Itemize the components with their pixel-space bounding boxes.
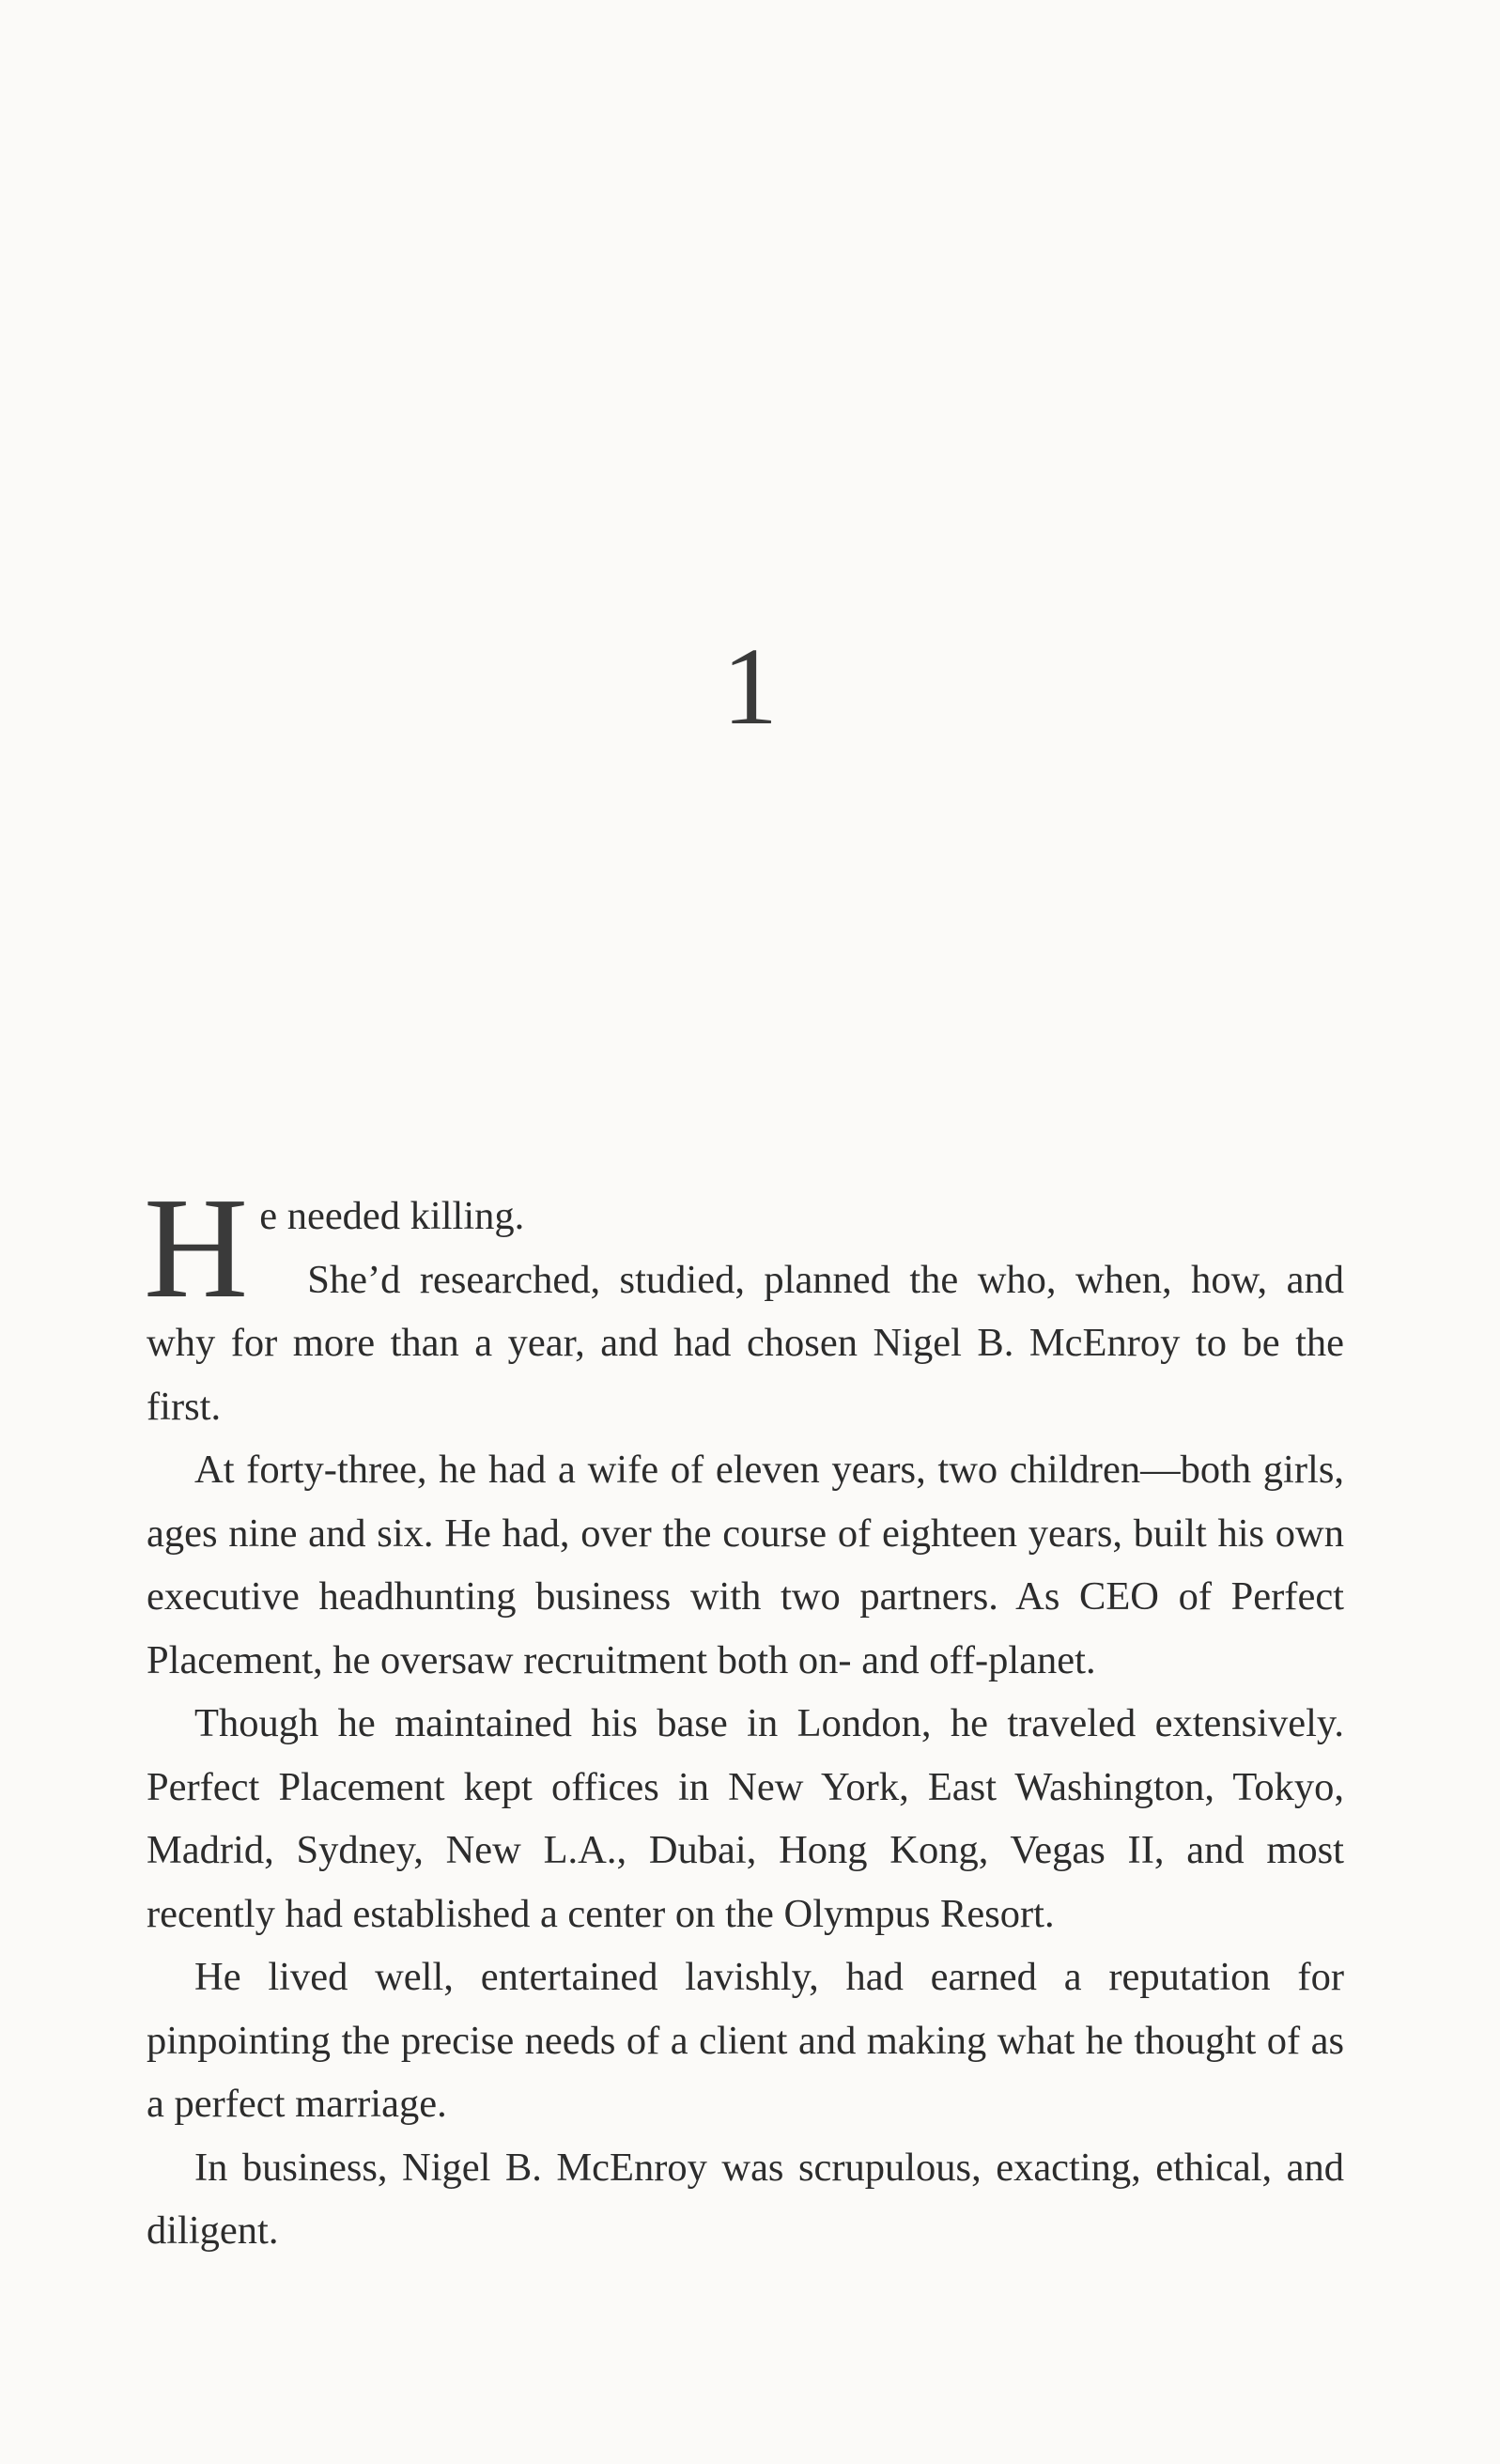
opening-paragraph — [144, 1169, 1344, 1328]
chapter-number: 1 — [722, 625, 778, 748]
opening-sentence: e needed killing. — [259, 1194, 525, 1238]
paragraph-1: She’d researched, studied, planned the who, when, how, and why for more than a year, and had chosen Nigel B. McEnroy to be the first. — [147, 1257, 1344, 1429]
paragraph-5: In business, Nigel B. McEnroy was scrupulous, exacting, ethical, and diligent. — [147, 2145, 1344, 2253]
chapter-body — [144, 1169, 1344, 2263]
paragraph-2: At forty-three, he had a wife of eleven years, two children—both girls, ages nine and six. He had, over the course of eighteen years, built his own executive headhunting business with two partners. As CEO of Perfect Placement, he oversaw recruitment both on- and off-planet. — [147, 1448, 1344, 1682]
paragraph-3: Though he maintained his base in London, he traveled extensively. Perfect Placement kept offices in New York, East Washington, Tokyo, Madrid, Sydney, New L.A., Dubai, Hong Kong, Vegas II, and most recently had established a center on the Olympus Resort. — [147, 1701, 1344, 1936]
paragraph-4: He lived well, entertained lavishly, had earned a reputation for pinpointing the precise needs of a client and making what he thought of as a perfect marriage. — [147, 1955, 1344, 2126]
drop-cap-letter: H — [144, 1169, 249, 1328]
